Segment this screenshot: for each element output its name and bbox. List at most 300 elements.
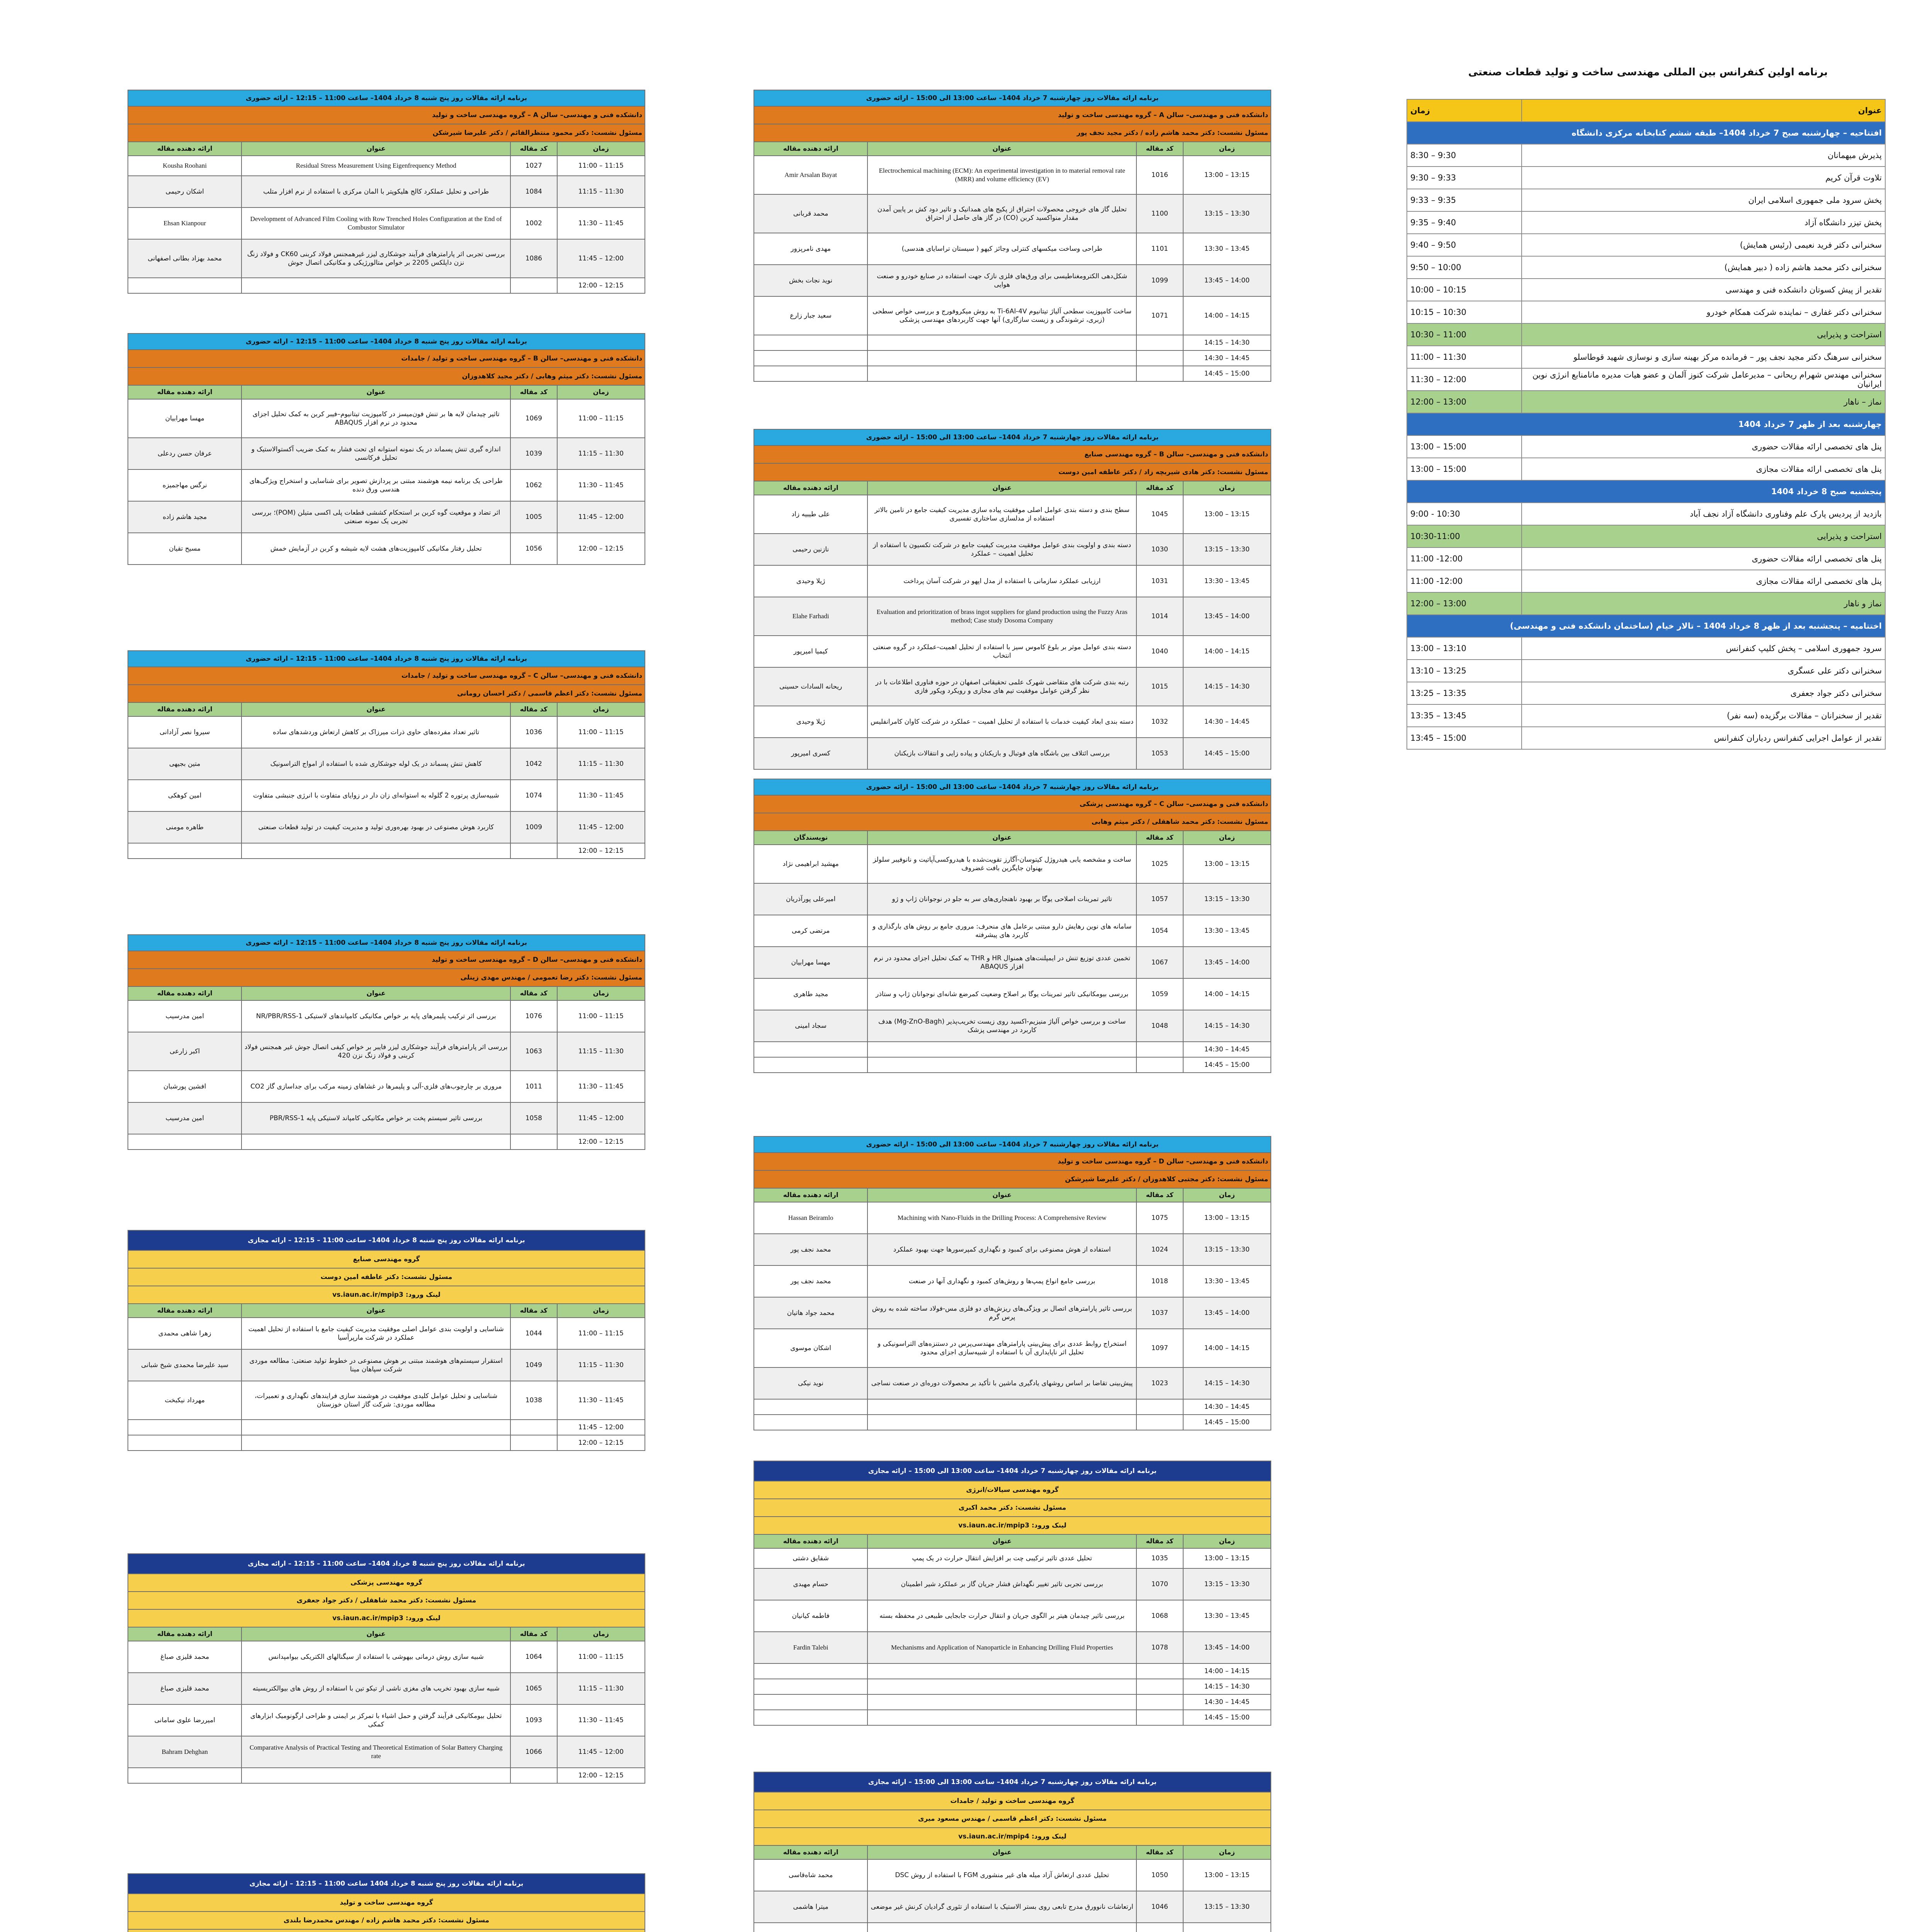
paper-title: ساخت کامپوزیت سطحی آلیاژ تیتانیوم Ti-6Al-4V به روش میکروفورج و بررسی خواص سطحی (زبری، ترشوندگی و زیست سازگاری) آنها جهت کاربردهای مهندسی پزشکی (867, 296, 1136, 335)
session-header-row (128, 651, 645, 667)
session-empty-row (754, 1042, 1271, 1057)
paper-title: Evaluation and prioritization of brass ingot suppliers for gland production using the Fuzzy Aras method; Case study Dosoma Company (867, 597, 1136, 636)
presenter-name: میترا هاشمی (754, 1891, 867, 1923)
session-header: برنامه ارائه مقالات روز چهارشنبه 7 خرداد 1404– ساعت 13:00 الی 15:00 – ارائه حضوری (754, 429, 1271, 446)
paper-code: 1064 (510, 1641, 557, 1673)
paper-title: سامانه های نوین رهایش دارو مبتنی برعامل های منحرف: مروری جامع بر روش های بارگذاری و کاربرد های پیشرفته (867, 915, 1136, 947)
session-paper-row (754, 495, 1271, 534)
session-paper-row (128, 1318, 645, 1349)
paper-title: بررسی اثر ترکیب پلیمرهای پایه بر خواص مکانیکی کامپاندهای لاستیکی NR/PBR/RSS-1 (242, 1000, 510, 1032)
slot-time: 11:15 – 11:30 (557, 1673, 645, 1704)
session-header: برنامه ارائه مقالات روز چهارشنبه 7 خرداد 1404– ساعت 13:00 الی 15:00 – ارائه حضوری (754, 779, 1271, 795)
session-info: دانشکده فنی و مهندسی– سالن C – گروه مهندسی ساخت و تولید / جامدات (128, 667, 645, 685)
session-paper-row (128, 1102, 645, 1134)
presenter-name: محمد بهزاد بطانی اصفهانی (128, 239, 242, 278)
presenter-name: سجاد امینی (754, 1010, 867, 1042)
paper-title: شبیه‌سازی پرتوره 2 گلوله به استوانه‌ای زان دار در زوایای متفاوت با انرژی جنبشی متفاوت (242, 780, 510, 811)
presenter-name (128, 1768, 242, 1783)
paper-code: 1053 (1136, 738, 1183, 769)
schedule-item-title: پذیرش میهمانان (1522, 144, 1885, 167)
slot-time: 14:30 – 14:45 (1183, 706, 1271, 738)
session-info-row (754, 1170, 1271, 1188)
schedule-row (1407, 480, 1885, 503)
slot-time: 14:45 – 15:00 (1183, 366, 1271, 381)
slot-time: 12:00 – 12:15 (557, 843, 645, 859)
schedule-row (1407, 435, 1885, 458)
session-panel-8 (753, 90, 1271, 382)
slot-time: 14:45 – 15:00 (1183, 1057, 1271, 1073)
paper-title (867, 1679, 1136, 1694)
paper-title (242, 1435, 510, 1451)
session-info: لینک ورود: vs.iaun.ac.ir/mpip3 (128, 1609, 645, 1627)
session-col-header: ارائه دهنده مقاله (128, 1627, 242, 1641)
session-col-header: کد مقاله (510, 702, 557, 716)
paper-title: طراحی وساخت میکسهای کنترلی وجائز کیهو ( سیستان تراسایای هندسی) (867, 233, 1136, 265)
slot-time: 11:15 – 11:30 (557, 748, 645, 780)
session-paper-row (128, 156, 645, 176)
session-header-row (128, 935, 645, 951)
session-paper-row (128, 1381, 645, 1420)
schedule-item-title: سخنرانی دکتر جواد جعفری (1522, 682, 1885, 704)
session-col-headers (754, 142, 1271, 156)
paper-title (867, 350, 1136, 366)
paper-title: ارزیابی عملکرد سازمانی با استفاده از مدل اپهو در شرکت آسان پرداخت (867, 565, 1136, 597)
presenter-name (128, 843, 242, 859)
presenter-name (754, 1694, 867, 1710)
session-header-row (754, 1461, 1271, 1481)
slot-time: 14:30 – 14:45 (1183, 1694, 1271, 1710)
paper-code: 1032 (1136, 706, 1183, 738)
paper-code: 1023 (1136, 1367, 1183, 1399)
paper-code: 1025 (1136, 845, 1183, 883)
paper-code: 1066 (510, 1736, 557, 1768)
paper-title: تحلیل گاز های خروجی محصولات احتراق از پکیج های همدانیک و تاثیر دود کش بر پایین آمدن مقدار منواکسید کربن (CO) در گاز های حاصل از احتراق (867, 194, 1136, 233)
session-info: لینک ورود: vs.iaun.ac.ir/mpip3 (754, 1517, 1271, 1534)
session-paper-row (128, 501, 645, 533)
session-table (128, 333, 645, 565)
session-col-header: عنوان (867, 831, 1136, 845)
slot-time: 11:00 – 11:15 (557, 1318, 645, 1349)
session-paper-row (128, 438, 645, 469)
session-info-row (128, 1929, 645, 1932)
session-paper-row (754, 597, 1271, 636)
session-paper-row (754, 233, 1271, 265)
session-col-header: ارائه دهنده مقاله (128, 385, 242, 399)
session-info-row (128, 667, 645, 685)
schedule-item-title: پنل های تخصصی ارائه مقالات مجازی (1522, 570, 1885, 592)
paper-title: شبیه سازی روش درمانی بیهوشی با استفاده از سیگنالهای الکتریکی بیوامپدانس (242, 1641, 510, 1673)
schedule-item-title: استراحت و پذیرایی (1522, 323, 1885, 346)
schedule-row (1407, 234, 1885, 256)
schedule-row (1407, 615, 1885, 637)
session-table (128, 1230, 645, 1451)
session-col-header: کد مقاله (510, 385, 557, 399)
session-header: برنامه ارائه مقالات روز چهارشنبه 7 خرداد 1404– ساعت 13:00 الی 15:00 – ارائه حضوری (754, 1136, 1271, 1153)
schedule-item-time: 11:00 – 11:30 (1407, 346, 1522, 368)
session-paper-row (754, 915, 1271, 947)
session-paper-row (754, 1234, 1271, 1265)
session-table (128, 1873, 645, 1932)
presenter-name: امین مدرسیب (128, 1102, 242, 1134)
slot-time: 13:45 – 14:00 (1183, 265, 1271, 296)
session-paper-row (128, 1000, 645, 1032)
session-panel-11 (753, 1136, 1271, 1430)
session-col-headers (128, 385, 645, 399)
paper-title: طراحی و تحلیل عملکرد کالج هلیکوپتر با المان مرکزی با استفاده از نرم افزار متلب (242, 176, 510, 207)
session-info-row (754, 463, 1271, 481)
presenter-name: کسری امیرپور (754, 738, 867, 769)
slot-time: 14:15 – 14:30 (1183, 1679, 1271, 1694)
slot-time: 14:00 – 14:15 (1183, 978, 1271, 1010)
paper-code: 1036 (510, 716, 557, 748)
session-info: مسئول نشست: دکتر اعظم قاسمی / دکتر احسان رومانی (128, 685, 645, 702)
session-info: مسئول نشست: دکتر محمد شاهقلی / دکتر میثم وهابی (754, 813, 1271, 831)
slot-time: 12:00 – 12:15 (557, 278, 645, 293)
session-info: مسئول نشست: دکتر هادی شیربچه زاد / دکتر عاطفه امین دوست (754, 463, 1271, 481)
schedule-item-title: تقدیر از سخنرانان – مقالات برگزیده (سه نفر) (1522, 704, 1885, 727)
paper-code: 1042 (510, 748, 557, 780)
paper-title: دسته بندی عوامل موثر بر بلوغ کاموس سیز با استفاده از تحلیل اهمیت-عملکرد در گروه صنعتی انتخاب (867, 636, 1136, 667)
presenter-name (754, 1415, 867, 1430)
session-info-row (128, 106, 645, 124)
slot-time (1183, 1923, 1271, 1932)
slot-time: 13:15 – 13:30 (1183, 194, 1271, 233)
slot-time: 12:00 – 12:15 (557, 1435, 645, 1451)
paper-code (1136, 1663, 1183, 1679)
schedule-item-title: تقدیر از عوامل اجرایی کنفرانس ردیاران کنفرانس (1522, 727, 1885, 749)
slot-time: 13:15 – 13:30 (1183, 883, 1271, 915)
session-table (753, 90, 1271, 382)
session-col-headers (754, 1534, 1271, 1548)
session-info-row (128, 1574, 645, 1592)
session-empty-row (754, 1694, 1271, 1710)
paper-title: استخراج روابط عددی برای پیش‌بینی پارامترهای مهندسی‌پرس در دستنزه‌های التراسونیکی و تحلیل اثر ناپایداری آن با استفاده از شبیه‌سازی اجزای محدود (867, 1329, 1136, 1367)
presenter-name: مهرداد نیکبخت (128, 1381, 242, 1420)
session-paper-row (754, 1367, 1271, 1399)
session-info-row (128, 350, 645, 367)
session-paper-row (128, 207, 645, 239)
schedule-row (1407, 727, 1885, 749)
session-col-header: کد مقاله (1136, 1534, 1183, 1548)
session-panel-7 (128, 1873, 645, 1932)
paper-code: 1054 (1136, 915, 1183, 947)
presenter-name (754, 1923, 867, 1932)
schedule-row (1407, 189, 1885, 211)
paper-title (867, 1042, 1136, 1057)
presenter-name: محمد جواد هاتیان (754, 1297, 867, 1329)
paper-title: شکل‌دهی الکترومغناطیسی برای ورق‌های فلزی نازک جهت استفاده در صنایع خودرو و صنعت هوایی (867, 265, 1136, 296)
paper-title: بررسی جامع انواع پمپ‌ها و روش‌های کمبود و نگهداری آنها در صنعت (867, 1265, 1136, 1297)
paper-title: تحلیل بیومکانیکی فرآیند گرفتن و حمل اشیاء با تمرکز بر ایمنی و طراحی ارگونومیک ابزارهای کمکی (242, 1704, 510, 1736)
paper-title: بررسی بیومکانیکی تاثیر تمرینات یوگا بر اصلاح وضعیت کمرضع شانه‌ای نوجوانان ژاپ و ستاذر (867, 978, 1136, 1010)
presenter-name: Amir Arsalan Bayat (754, 156, 867, 194)
session-info (128, 1929, 645, 1932)
session-info: گروه مهندسی ساخت و تولید (128, 1894, 645, 1912)
session-paper-row (128, 811, 645, 843)
paper-title (867, 366, 1136, 381)
session-paper-row (754, 1010, 1271, 1042)
presenter-name: محمد قلیزی صباغ (128, 1641, 242, 1673)
schedule-item-time: 9:35 – 9:40 (1407, 211, 1522, 234)
presenter-name: محمد نجف پور (754, 1265, 867, 1297)
session-col-headers (128, 1304, 645, 1318)
session-col-header: زمان (1183, 1845, 1271, 1859)
paper-code (510, 278, 557, 293)
session-info-row (754, 813, 1271, 831)
session-empty-row (754, 366, 1271, 381)
session-info-row (754, 1810, 1271, 1828)
session-header: برنامه ارائه مقالات روز چهارشنبه 7 خرداد 1404– ساعت 13:00 الی 15:00 – ارائه مجازی (754, 1772, 1271, 1792)
presenter-name: اکبر زارعی (128, 1032, 242, 1071)
paper-title: شناسایی و اولویت بندی عوامل اصلی موفقیت مدیریت کیفیت جامع با استفاده از تحلیل اهمیت عملکرد در شرکت مارپرآسیا (242, 1318, 510, 1349)
presenter-name: اشکان رحیمی (128, 176, 242, 207)
schedule-item-title: تقدیر از پیش کسوتان دانشکده فنی و مهندسی (1522, 279, 1885, 301)
session-paper-row (128, 716, 645, 748)
presenter-name: نازنین رحیمی (754, 534, 867, 565)
session-col-headers (754, 831, 1271, 845)
paper-title: بررسی تاثیر پارامترهای اتصال بر ویژگی‌های ریزش‌های دو فلزی مس-فولاد ساخته شده به روش پرس گرم (867, 1297, 1136, 1329)
paper-code: 1011 (510, 1071, 557, 1102)
schedule-row (1407, 301, 1885, 323)
schedule-item-time: 10:00 – 10:15 (1407, 279, 1522, 301)
session-paper-row (128, 469, 645, 501)
slot-time: 11:15 – 11:30 (557, 176, 645, 207)
session-info-row (754, 1481, 1271, 1499)
slot-time: 11:30 – 11:45 (557, 1704, 645, 1736)
presenter-name (128, 1420, 242, 1435)
slot-time: 11:45 – 12:00 (557, 811, 645, 843)
paper-title: اثر تضاد و موقعیت گوه کربن بر استحکام کششی قطعات پلی اکسی متیلن (POM)؛ بررسی تجربی یک نمونه صنعتی (242, 501, 510, 533)
session-info-row (128, 1250, 645, 1268)
slot-time: 11:45 – 12:00 (557, 501, 645, 533)
session-info-row (128, 1609, 645, 1627)
paper-title (867, 1415, 1136, 1430)
session-paper-row (754, 845, 1271, 883)
paper-code: 1071 (1136, 296, 1183, 335)
session-col-header: کد مقاله (1136, 1188, 1183, 1202)
presenter-name: عرفان حسن ردعلی (128, 438, 242, 469)
paper-title: شناسایی و تحلیل عوامل کلیدی موفقیت در هوشمند سازی فرایندهای نگهداری و تعمیرات، مطالعه موردی: شرکت گاز استان خوزستان (242, 1381, 510, 1420)
session-info: مسئول نشست: دکتر محمود منتظرالقائم / دکتر علیرضا شیرشکن (128, 124, 645, 142)
session-paper-row (754, 296, 1271, 335)
paper-code (1136, 1057, 1183, 1073)
session-empty-row (754, 1399, 1271, 1415)
presenter-name: نوید نجات بخش (754, 265, 867, 296)
paper-title: استقرار سیستم‌های هوشمند مبتنی بر هوش مصنوعی در خطوط تولید صنعتی: مطالعه موردی شرکت سپاهان مینا (242, 1349, 510, 1381)
presenter-name (128, 1435, 242, 1451)
session-header-row (754, 1136, 1271, 1153)
presenter-name (754, 1057, 867, 1073)
session-paper-row (128, 1673, 645, 1704)
paper-title: تحلیل عددی تاثیر ترکیبی چت بر افزایش انتقال حرارت در یک پمپ (867, 1548, 1136, 1568)
schedule-row (1407, 122, 1885, 144)
main-program-title: برنامه اولین کنفرانس بین المللی مهندسی ساخت و تولید قطعات صنعتی (1468, 66, 1828, 78)
schedule-item-time: 10:15 – 10:30 (1407, 301, 1522, 323)
session-empty-row (754, 350, 1271, 366)
presenter-name: طاهره مومنی (128, 811, 242, 843)
session-info-row (128, 1912, 645, 1929)
paper-code (1136, 350, 1183, 366)
slot-time: 13:30 – 13:45 (1183, 1600, 1271, 1632)
session-info: دانشکده فنی و مهندسی– سالن A – گروه مهندسی ساخت و تولید (128, 106, 645, 124)
schedule-row (1407, 391, 1885, 413)
schedule-item-time: 12:00 – 13:00 (1407, 592, 1522, 615)
schedule-banner: پنجشنبه صبح 8 خرداد 1404 (1407, 480, 1885, 503)
paper-title: Machining with Nano-Fluids in the Drilling Process: A Comprehensive Review (867, 1202, 1136, 1234)
slot-time: 11:15 – 11:30 (557, 1349, 645, 1381)
session-table (128, 1553, 645, 1784)
slot-time: 13:15 – 13:30 (1183, 1234, 1271, 1265)
session-empty-row (128, 843, 645, 859)
session-paper-row (128, 1349, 645, 1381)
session-paper-row (128, 1736, 645, 1768)
schedule-item-title: استراحت و پذیرایی (1522, 525, 1885, 548)
paper-code: 1024 (1136, 1234, 1183, 1265)
paper-code (1136, 335, 1183, 350)
presenter-name (128, 278, 242, 293)
paper-code (1136, 1710, 1183, 1725)
slot-time: 13:45 – 14:00 (1183, 1632, 1271, 1663)
paper-title (867, 1694, 1136, 1710)
session-info: مسئول نشست: دکتر مجتبی کلاهدوزان / دکتر علیرضا شیرشکن (754, 1170, 1271, 1188)
paper-title: ارتعاشات نانوورق مدرج تابعی روی بستر الاستیک با استفاده از تئوری گرادیان کرنش غیر موضعی (867, 1891, 1136, 1923)
presenter-name: شقایق دشتی (754, 1548, 867, 1568)
presenter-name: سید علیرضا محمدی شیخ شبانی (128, 1349, 242, 1381)
session-info: مسئول نشست: دکتر رضا تعمومی / مهندس مهدی زینلی (128, 969, 645, 986)
paper-code (1136, 1694, 1183, 1710)
schedule-row (1407, 548, 1885, 570)
paper-code (1136, 1415, 1183, 1430)
schedule-row (1407, 144, 1885, 167)
presenter-name: سعید جبار زارع (754, 296, 867, 335)
session-header-row (128, 1230, 645, 1250)
session-info: گروه مهندسی سیالات/انرژی (754, 1481, 1271, 1499)
session-col-headers (128, 142, 645, 156)
presenter-name (128, 1134, 242, 1150)
session-paper-row (754, 706, 1271, 738)
session-col-header: کد مقاله (510, 1627, 557, 1641)
schedule-item-time: 11:00 -12:00 (1407, 548, 1522, 570)
session-info: گروه مهندسی ساخت و تولید / جامدات (754, 1792, 1271, 1810)
session-col-header: ارائه دهنده مقاله (754, 142, 867, 156)
presenter-name: فاطمه کیانیان (754, 1600, 867, 1632)
paper-code (1136, 1923, 1183, 1932)
presenter-name: Bahram Dehghan (128, 1736, 242, 1768)
slot-time: 11:30 – 11:45 (557, 780, 645, 811)
paper-title (867, 1057, 1136, 1073)
session-info-row (754, 124, 1271, 142)
session-header: برنامه ارائه مقالات روز پنج شنبه 8 خرداد 1404– ساعت 11:00 – 12:15 – ارائه حضوری (128, 90, 645, 106)
presenter-name: سیروا نصر آزادانی (128, 716, 242, 748)
session-info-row (754, 1828, 1271, 1845)
paper-title (867, 1923, 1136, 1932)
session-paper-row (754, 534, 1271, 565)
session-table (753, 429, 1271, 770)
session-paper-row (754, 156, 1271, 194)
session-header-row (754, 1772, 1271, 1792)
session-paper-row (754, 1891, 1271, 1923)
slot-time: 13:00 – 13:15 (1183, 845, 1271, 883)
slot-time: 11:00 – 11:15 (557, 1000, 645, 1032)
presenter-name: نرگس مهاجمیزه (128, 469, 242, 501)
paper-title: تحلیل عددی ارتعاش آزاد میله های غیر منشوری FGM با استفاده از روش DSC (867, 1859, 1136, 1891)
schedule-item-title: نماز – ناهار (1522, 391, 1885, 413)
session-info-row (128, 685, 645, 702)
schedule-row (1407, 637, 1885, 660)
session-table (128, 650, 645, 859)
schedule-row (1407, 323, 1885, 346)
session-col-header: زمان (557, 1304, 645, 1318)
schedule-item-title: پخش تیزر دانشگاه آزاد (1522, 211, 1885, 234)
paper-title: طراحی یک برنامه نیمه هوشمند مبتنی بر پردازش تصویر برای شناسایی و استخراج ویژگی‌های هندسی ورق دنده (242, 469, 510, 501)
session-col-header: زمان (1183, 481, 1271, 495)
schedule-row (1407, 704, 1885, 727)
slot-time: 14:30 – 14:45 (1183, 1042, 1271, 1057)
session-header: برنامه ارائه مقالات روز پنج شنبه 8 خرداد 1404– ساعت 11:00 – 12:15 – ارائه حضوری (128, 333, 645, 350)
session-header: برنامه ارائه مقالات روز چهارشنبه 7 خرداد 1404– ساعت 13:00 الی 15:00 – ارائه حضوری (754, 90, 1271, 106)
paper-code: 1084 (510, 176, 557, 207)
slot-time: 14:15 – 14:30 (1183, 1367, 1271, 1399)
session-table (128, 934, 645, 1150)
paper-title: اندازه گیری تنش پسماند در یک نمونه استوانه ای تحت فشار به کمک ضریب آکستوالاستیک و تحلیل فرکانسی (242, 438, 510, 469)
slot-time: 13:45 – 14:00 (1183, 597, 1271, 636)
paper-code: 1076 (510, 1000, 557, 1032)
session-paper-row (128, 399, 645, 438)
session-info-row (128, 1268, 645, 1286)
session-col-header: زمان (557, 702, 645, 716)
session-table (753, 779, 1271, 1073)
presenter-name (754, 1710, 867, 1725)
paper-title: پیش‌بینی تقاضا بر اساس روشهای یادگیری ماشین با تأکید بر محصولات دوره‌ای در صنعت نساجی (867, 1367, 1136, 1399)
slot-time: 13:15 – 13:30 (1183, 1568, 1271, 1600)
session-header-row (128, 1874, 645, 1894)
schedule-row (1407, 279, 1885, 301)
paper-code: 1070 (1136, 1568, 1183, 1600)
slot-time: 11:00 – 11:15 (557, 1641, 645, 1673)
session-panel-9 (753, 429, 1271, 770)
paper-code: 1039 (510, 438, 557, 469)
presenter-name: افشین پورشبان (128, 1071, 242, 1102)
paper-code: 1063 (510, 1032, 557, 1071)
paper-code (1136, 1042, 1183, 1057)
paper-code (1136, 366, 1183, 381)
presenter-name: امیررضا علوی سامانی (128, 1704, 242, 1736)
paper-title: بررسی تجربی تاثیر تغییر نگهداش فشار جریان گاز بر عملکرد شیر اطمینان (867, 1568, 1136, 1600)
session-info: مسئول نشست: دکتر میثم وهابی / دکتر مجید کلاهدوزان (128, 367, 645, 385)
slot-time: 13:00 – 13:15 (1183, 495, 1271, 534)
session-paper-row (128, 1641, 645, 1673)
session-info: مسئول نشست: دکتر محمد هاشم زاده / مهندس محمدرضا بلندی (128, 1912, 645, 1929)
paper-title: بررسی تاثیر سیستم پخت بر خواص مکانیکی کامپاند لاستیکی پایه PBR/RSS-1 (242, 1102, 510, 1134)
schedule-item-time: 11:30 – 12:00 (1407, 368, 1522, 391)
schedule-item-time: 9:40 – 9:50 (1407, 234, 1522, 256)
session-info: مسئول نشست: دکتر محمد شاهقلی / دکتر جواد جعفری (128, 1592, 645, 1609)
session-col-headers (128, 702, 645, 716)
slot-time: 14:15 – 14:30 (1183, 335, 1271, 350)
presenter-name: محمد شاه‌قاسی (754, 1859, 867, 1891)
schedule-item-title: سخنرانی سرهنگ دکتر مجید نجف پور – فرمانده مرکز بهینه سازی و نوسازی شهید قوطاسلو (1522, 346, 1885, 368)
session-col-header: زمان (557, 142, 645, 156)
session-col-header: عنوان (867, 1188, 1136, 1202)
paper-title (242, 278, 510, 293)
session-header: برنامه ارائه مقالات روز چهارشنبه 7 خرداد 1404– ساعت 13:00 الی 15:00 – ارائه مجازی (754, 1461, 1271, 1481)
session-paper-row (754, 1600, 1271, 1632)
session-paper-row (754, 1297, 1271, 1329)
slot-time: 14:00 – 14:15 (1183, 1329, 1271, 1367)
session-table (753, 1772, 1271, 1932)
presenter-name: امیرعلی پورآذریان (754, 883, 867, 915)
session-col-header: زمان (1183, 142, 1271, 156)
